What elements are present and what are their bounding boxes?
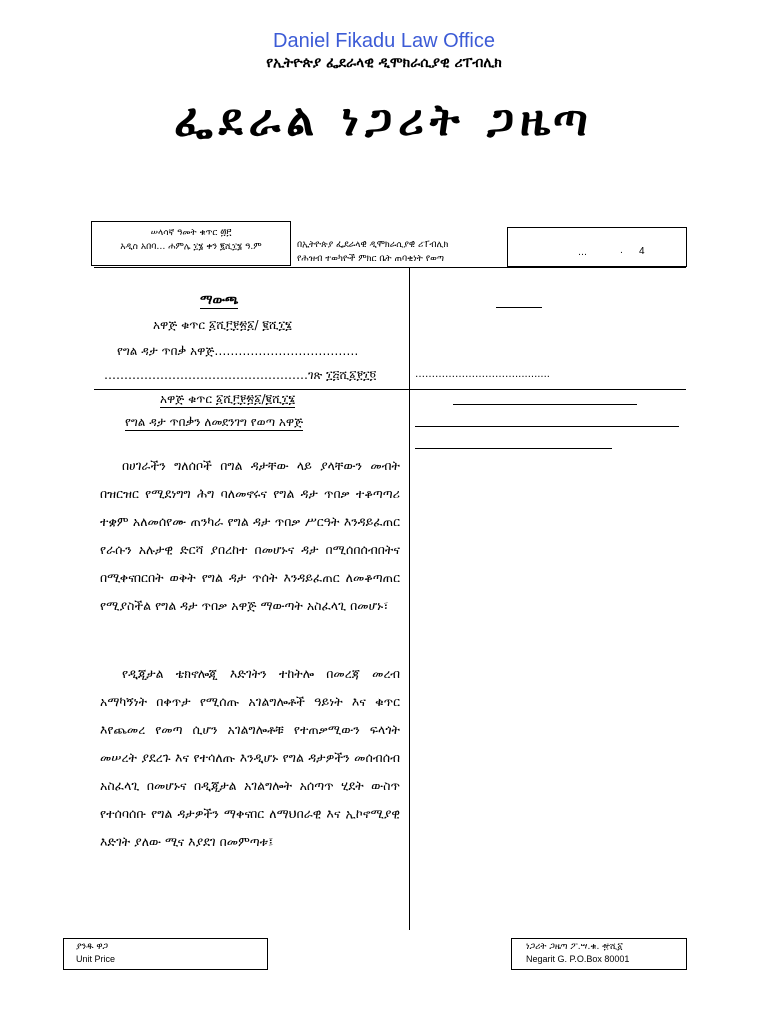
contents-proclamation-number: አዋጅ ቁጥር ፩ሺ፫፻፳፩/ ፪ሺ፲፮	[153, 318, 293, 332]
issue-dot: .	[620, 246, 623, 256]
republic-name: የኢትዮጵያ ፌደራላዊ ዲሞክራሲያዊ ሪፐብሊክ	[266, 55, 502, 71]
law-office-name: Daniel Fikadu Law Office	[273, 30, 495, 52]
contents-page-line: ……………………………………………ገጽ ፲፭ሺ፩፻፲፬	[104, 368, 377, 382]
contents-heading: ማውጫ	[200, 293, 239, 308]
issuer-text	[297, 238, 507, 266]
unit-price-english: Unit Price	[76, 954, 116, 964]
issue-info-box	[91, 221, 291, 266]
right-rule-3	[415, 448, 612, 449]
right-contents-dots: …………………………...........	[415, 369, 550, 380]
body-proclamation-title: የግል ዳታ ጥበቃን ለመደንገግ የወጣ አዋጅ	[125, 415, 304, 429]
negarit-amharic: ነጋሪት ጋዜጣ ፖ.ሣ.ቁ. ፹ሺ፩	[526, 942, 623, 952]
issue-number: 4	[639, 246, 645, 257]
right-short-rule	[496, 307, 542, 308]
issue-year-number: ሠላሳኛ ዓመት ቁጥር ፴፫	[150, 228, 232, 238]
gazette-title: ፌደራል ነጋሪት ጋዜጣ	[174, 95, 594, 146]
top-rule	[94, 267, 686, 268]
issue-number-box	[507, 227, 687, 267]
issue-place-date: አዲስ አበባ… ሐምሌ ፲፮ ቀን ፪ሺ፲፮ ዓ.ም	[120, 242, 262, 252]
right-rule-1	[453, 404, 637, 405]
unit-price-box	[63, 938, 268, 970]
right-rule-2	[415, 426, 679, 427]
contents-rule	[94, 389, 686, 390]
negarit-pobox-box	[511, 938, 687, 970]
issuer-line-1: በኢትዮጵያ ፌደራላዊ ዲሞክራሲያዊ ሪፐብሊክ	[297, 240, 449, 250]
body-paragraph-1: በሀገራችን ግለሰቦች በግል ዳታቸው ላይ ያላቸውን መብት በዝርዝር የሚደነግግ ሕግ ባለመኖሩና የግል ዳታ ጥበቃ ተቆጣጣሪ ተቋም አለመሰየሙ ጠንካራ የግል ዳታ ጥበቃ ሥርዓት እንዳይፈጠር የራሱን አሉታዊ ድርሻ ያበረከተ በመሆኑና ዳታ በሚሰበሰብበትና በሚቀናበርበት ወቅት የግል ዳታ ጥሰት እንዳይፈጠር ለመቆጣጠር የሚያስችል የግል ዳታ ጥበቃ አዋጅ ማውጣት አስፈላጊ በመሆኑ፣	[100, 458, 400, 613]
negarit-english: Negarit G. P.O.Box 80001	[526, 954, 630, 964]
column-divider	[409, 267, 410, 930]
issue-dots: …	[578, 248, 587, 258]
unit-price-amharic: ያንዱ ዋጋ	[76, 942, 109, 952]
issuer-line-2: የሕዝብ ተወካዮች ምክር ቤት ጠባቂነት የወጣ	[297, 254, 444, 264]
body-paragraph-2: የዲጂታል ቴክኖሎጂ እድገትን ተከትሎ በመረጃ መረብ አማካኝነት በቀጥታ የሚሰጡ አገልግሎቶች ዓይነት እና ቁጥር እየጨመረ የመጣ ሲሆን አገልግሎቶቹ የተጠቃሚውን ፍላጎት መሠረት ያደረጉ እና የተሳለጡ እንዲሆኑ የግል ዳታዎችን መሰብሰብ አስፈላጊ በመሆኑና በዲጂታል አገልግሎት አሰጣጥ ሂደት ውስጥ የተሰባሰቡ የግል ዳታዎችን ማቀናበር ለማህበራዊ እና ኢኮኖሚያዊ እድገት ያለው ሚና እያደገ በመምጣቱ፤	[100, 666, 400, 849]
body-proclamation-number: አዋጅ ቁጥር ፩ሺ፫፻፳፩/፪ሺ፲፮	[160, 392, 296, 406]
contents-proclamation-title: የግል ዳታ ጥበቃ አዋጅ………………………………	[117, 344, 359, 358]
